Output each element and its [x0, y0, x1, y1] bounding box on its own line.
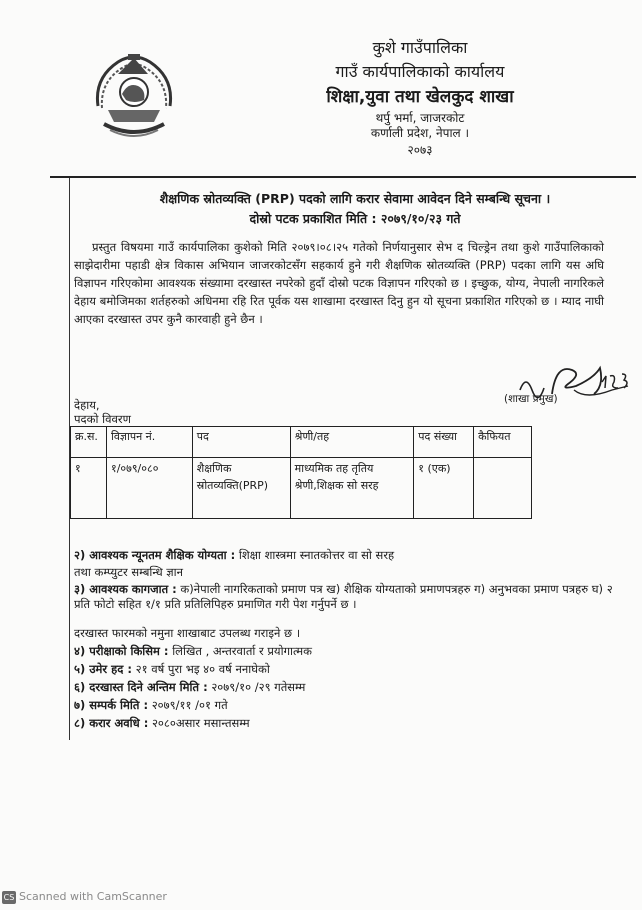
cell-post: शैक्षणिक स्रोतव्यक्ति(PRP) — [192, 458, 290, 519]
requirement-2 — [74, 548, 614, 563]
table-row — [71, 458, 532, 519]
header-remarks: कैफियत — [474, 427, 532, 458]
header-level: श्रेणी/तह — [290, 427, 414, 458]
requirement-7-text: २०७९/११ /०१ गते — [148, 698, 228, 712]
post-details-label: पदको विवरण — [74, 412, 131, 426]
notice-body — [74, 238, 604, 328]
requirement-3-label: ३) आवश्यक कागजात : — [74, 582, 177, 596]
office-name: गाउँ कार्यपालिकाको कार्यालय — [335, 62, 505, 81]
scanner-text: Scanned with CamScanner — [19, 890, 167, 903]
municipality-name: कुशे गाउँपालिका — [372, 38, 468, 57]
header-adv-no: विज्ञापन नं. — [106, 427, 192, 458]
nepal-emblem-icon — [88, 48, 180, 144]
header-rule — [50, 176, 636, 178]
requirement-5 — [74, 662, 614, 677]
established-year: २०७३ — [407, 143, 433, 157]
requirement-6-label: ६) दरखास्त दिने अन्तिम मिति : — [74, 680, 208, 694]
cell-remarks — [474, 458, 532, 519]
province-line: कर्णाली प्रदेश, नेपाल । — [370, 126, 470, 140]
header-sn: क्र.स. — [71, 427, 107, 458]
cell-level: माध्यमिक तह तृतिय श्रेणी,शिक्षक सो सरह — [290, 458, 414, 519]
requirement-4 — [74, 644, 614, 659]
cell-sn: १ — [71, 458, 107, 519]
requirement-2-label: २) आवश्यक न्यूनतम शैक्षिक योग्यता : — [74, 548, 236, 562]
signature-label: (शाखा प्रमुख) — [504, 393, 558, 405]
requirement-4-label: ४) परीक्षाको किसिम : — [74, 644, 169, 658]
dehaya-label: देहाय, — [74, 398, 100, 412]
requirement-7-label: ७) सम्पर्क मिति : — [74, 698, 149, 712]
notice-title: शैक्षणिक स्रोतव्यक्ति (PRP) पदको लागि करार सेवामा आवेदन दिने सम्बन्धि सूचना । — [159, 191, 551, 206]
requirement-5-text: २१ वर्ष पुरा भइ ४० वर्ष ननाघेको — [131, 662, 270, 676]
cell-adv-no: १/०७९/०८० — [106, 458, 192, 519]
requirement-5-label: ५) उमेर हद : — [74, 662, 132, 676]
header-post: पद — [192, 427, 290, 458]
requirement-3-cont: दरखास्त फारमको नमुना शाखाबाट उपलब्ध गराइने छ । — [74, 626, 301, 640]
header-count: पद संख्या — [414, 427, 474, 458]
address-line: थर्पु भर्मा, जाजरकोट — [375, 111, 465, 125]
requirement-7 — [74, 698, 614, 713]
camscanner-logo-icon: CS — [3, 892, 15, 902]
requirement-4-text: लिखित , अन्तरवार्ता र प्रयोगात्मक — [168, 644, 312, 658]
section-name: शिक्षा,युवा तथा खेलकुद शाखा — [326, 87, 514, 107]
requirement-3 — [74, 582, 614, 612]
requirement-6-text: २०७९/१० /२९ गतेसम्म — [207, 680, 306, 694]
table-header-row — [71, 427, 532, 458]
scanner-watermark — [2, 890, 167, 904]
requirement-8-text: २०८०असार मसान्तसम्म — [148, 716, 250, 730]
requirement-8-label: ८) करार अवधि : — [74, 716, 149, 730]
post-details-table — [70, 426, 532, 519]
requirement-8 — [74, 716, 614, 731]
requirement-2-text: शिक्षा शास्त्रमा स्नातकोत्तर वा सो सरह — [235, 548, 395, 562]
notice-body-text: प्रस्तुत विषयमा गाउँ कार्यपालिका कुशेको मिति २०७९।०८।२५ गतेको निर्णयानुसार सेभ द चिल्ड्रेन तथा कुशे गाउँपालिकाको साझेदारीमा पहाडी क्षेत्र विकास अभियान जाजरकोटसँग सहकार्य हुने गरी शैक्षणिक स्रोतव्यक्ति (PRP) पदका लागि यस अघि विज्ञापन गरिएकोमा आवश्यक संख्यामा दरखास्त नपरेको हुदाँ दोस्रो पटक विज्ञापन गरिएको छ । इच्छुक, योग्य, नेपाली नागरिकले देहाय बमोजिमका शर्तहरुको अधिनमा रहि रित पूर्वक यस शाखामा दरखास्त दिनु हुन यो सूचना प्रकाशित गरिएको छ । म्याद नाघी आएका दरखास्त उपर कुनै कारवाही हुने छैन । — [74, 240, 604, 326]
requirement-2-cont: तथा कम्प्युटर सम्बन्धि ज्ञान — [74, 565, 184, 579]
cell-count: १ (एक) — [414, 458, 474, 519]
requirement-6 — [74, 680, 614, 695]
notice-subtitle: दोस्रो पटक प्रकाशित मिति : २०७९/१०/२३ गते — [249, 211, 461, 226]
requirement-3-text: क)नेपाली नागरिकताको प्रमाण पत्र ख) शैक्षिक योग्यताको प्रमाणपत्रहरु ग) अनुभवका प्रमाण पत्रहरु घ) २ प्रति फोटो सहित १/१ प्रति प्रतिलिपिहरु प्रमाणित गरी पेश गर्नुपर्ने छ । — [74, 582, 613, 611]
